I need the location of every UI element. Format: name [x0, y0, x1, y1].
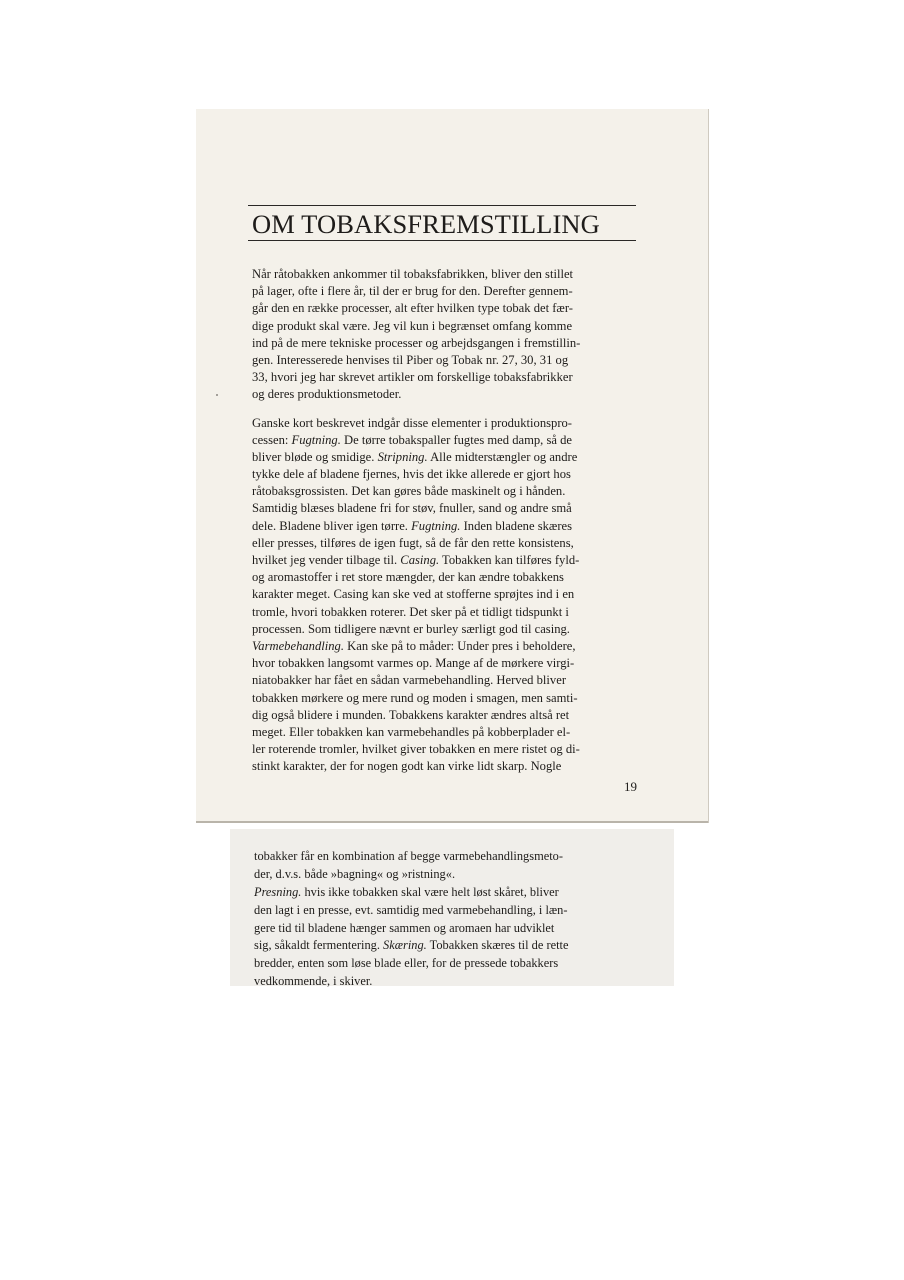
text-line: meget. Eller tobakken kan varmebehandles på kobberplader el-	[252, 724, 571, 739]
text-line: Ganske kort beskrevet indgår disse elementer i produktionspro-	[252, 415, 573, 430]
text-line: Presning. hvis ikke tobakken skal være helt løst skåret, bliver	[254, 884, 559, 899]
text-line: vedkommende, i skiver.	[254, 974, 373, 989]
book-page-scan	[196, 109, 709, 823]
body-text	[252, 266, 640, 775]
text-line: den lagt i en presse, evt. samtidig med varmebehandling, i læn-	[254, 902, 568, 917]
text-line: der, d.v.s. både »bagning« og »ristning«.	[254, 866, 456, 881]
text-line: gere tid til bladene hænger sammen og aromaen har udviklet	[254, 920, 555, 935]
text-line: cessen: Fugtning. De tørre tobakspaller fugtes med damp, så de	[252, 432, 573, 447]
text-line: tykke dele af bladene fjernes, hvis det ikke allerede er gjort hos	[252, 467, 571, 482]
text-line: ind på de mere tekniske processer og arbejdsgangen i fremstillin-	[252, 335, 581, 350]
text-line: og deres produktionsmetoder.	[252, 387, 402, 402]
scan-speck	[216, 394, 218, 396]
text-line: bliver bløde og smidige. Stripning. Alle midterstængler og andre	[252, 449, 578, 464]
text-line: råtobaksgrossisten. Det kan gøres både maskinelt og i hånden.	[252, 484, 566, 499]
continuation-scan	[230, 829, 674, 989]
text-line: gen. Interesserede henvises til Piber og Tobak nr. 27, 30, 31 og	[252, 352, 569, 367]
text-line: dige produkt skal være. Jeg vil kun i begrænset omfang komme	[252, 318, 573, 333]
text-line: stinkt karakter, der for nogen godt kan virke lidt skarp. Nogle	[252, 759, 562, 774]
continuation-text	[254, 848, 672, 991]
text-line: bredder, enten som løse blade eller, for de pressede tobakkers	[254, 956, 559, 971]
text-line: eller presses, tilføres de igen fugt, så de får den rette konsistens,	[252, 535, 574, 550]
text-line: processen. Som tidligere nævnt er burley særligt god til casing.	[252, 621, 570, 636]
text-line: dele. Bladene bliver igen tørre. Fugtning. Inden bladene skæres	[252, 518, 572, 533]
scan-edge	[196, 821, 708, 823]
paragraph-2	[252, 415, 640, 776]
text-line: Varmebehandling. Kan ske på to måder: Under pres i beholdere,	[252, 638, 576, 653]
text-line: hvor tobakken langsomt varmes op. Mange af de mørkere virgi-	[252, 656, 575, 671]
text-line: 33, hvori jeg har skrevet artikler om forskellige tobaksfabrikker	[252, 370, 573, 385]
text-line: dig også blidere i munden. Tobakkens karakter ændres altså ret	[252, 707, 570, 722]
text-line: sig, såkaldt fermentering. Skæring. Tobakken skæres til de rette	[254, 938, 569, 953]
text-line: hvilket jeg vender tilbage til. Casing. Tobakken kan tilføres fyld-	[252, 553, 580, 567]
text-line: niatobakker har fået en sådan varmebehandling. Herved bliver	[252, 673, 567, 688]
text-line: karakter meget. Casing kan ske ved at stofferne sprøjtes ind i en	[252, 587, 575, 602]
page-number: 19	[624, 779, 637, 794]
paragraph-1	[252, 266, 640, 404]
text-line: tobakken mørkere og mere rund og moden i smagen, men samti-	[252, 690, 578, 705]
text-line: Når råtobakken ankommer til tobaksfabrikken, bliver den stillet	[252, 267, 574, 281]
text-line: og aromastoffer i ret store mængder, der kan ændre tobakkens	[252, 570, 564, 585]
title-rule-box	[248, 205, 636, 241]
text-line: går den en række processer, alt efter hvilken type tobak det fær-	[252, 301, 573, 316]
text-line: tobakker får en kombination af begge varmebehandlingsmeto-	[254, 849, 563, 863]
text-line: på lager, ofte i flere år, til der er brug for den. Derefter gennem-	[252, 284, 573, 299]
text-line: Samtidig blæses bladene fri for støv, fnuller, sand og andre små	[252, 501, 572, 516]
paragraph-gap	[252, 404, 640, 415]
text-line: tromle, hvori tobakken roterer. Det sker på et tidligt tidspunkt i	[252, 604, 569, 619]
text-line: ler roterende tromler, hvilket giver tobakken en mere ristet og di-	[252, 742, 580, 757]
page-title: OM TOBAKSFREMSTILLING	[252, 209, 600, 239]
